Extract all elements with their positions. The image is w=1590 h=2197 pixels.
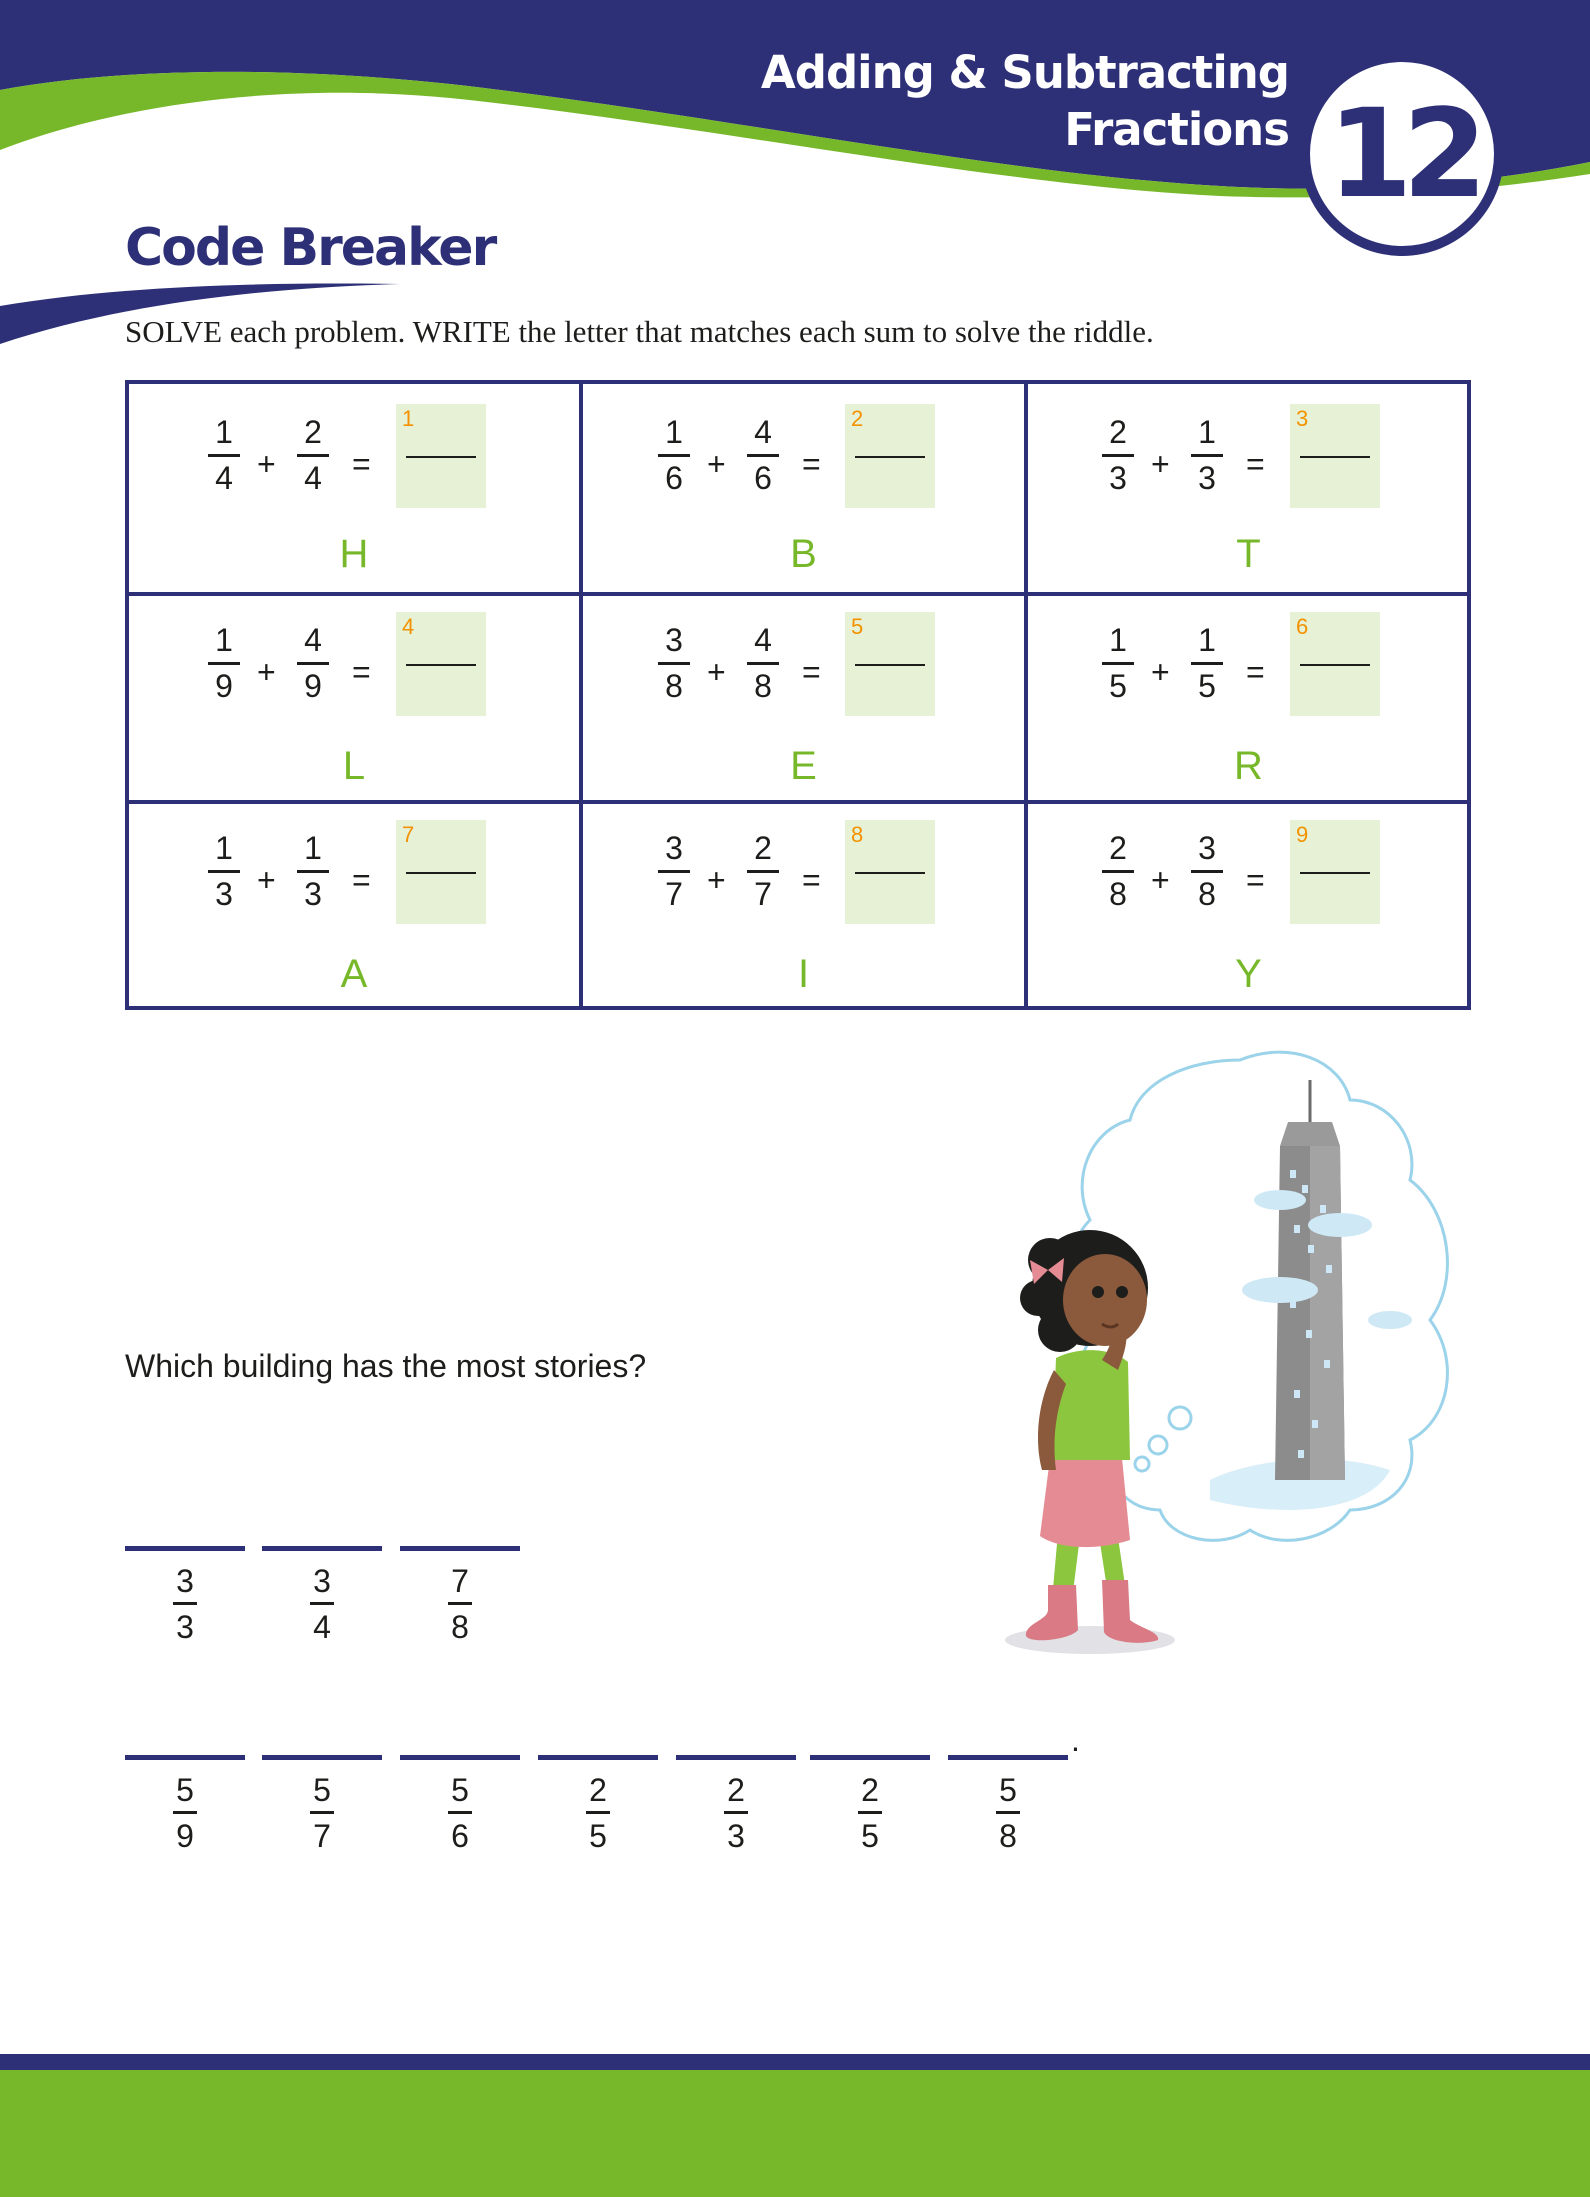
answer-line — [1300, 664, 1370, 666]
slot-denominator: 7 — [313, 1818, 331, 1854]
fraction-b — [1191, 414, 1223, 498]
answer-underline — [400, 1755, 520, 1760]
fraction-b — [747, 622, 779, 706]
fraction-b-numerator: 3 — [1198, 830, 1216, 866]
code-letter: E — [790, 744, 817, 788]
fraction-bar — [858, 1811, 882, 1814]
fraction-b — [297, 622, 329, 706]
fraction-a-numerator: 3 — [665, 622, 683, 658]
code-letter: L — [342, 744, 366, 788]
equals-sign: = — [1246, 654, 1265, 690]
slot-denominator: 8 — [451, 1609, 469, 1645]
equals-sign: = — [802, 446, 821, 482]
answer-box[interactable] — [1290, 612, 1380, 716]
answer-slot-line1-2[interactable] — [262, 1546, 382, 1645]
answer-line — [855, 664, 925, 666]
plus-sign: + — [1151, 654, 1170, 690]
slot-numerator: 5 — [451, 1772, 469, 1808]
problem-cell-9 — [1024, 800, 1469, 1006]
answer-slot-line2-1[interactable] — [125, 1755, 245, 1854]
slot-fraction — [400, 1563, 520, 1645]
answer-index: 3 — [1296, 406, 1309, 431]
fraction-a-denominator: 8 — [665, 668, 683, 704]
fraction-bar — [310, 1602, 334, 1605]
fraction-bar — [658, 662, 690, 665]
answer-index: 7 — [402, 822, 415, 847]
fraction-a-denominator: 9 — [215, 668, 233, 704]
slot-numerator: 5 — [313, 1772, 331, 1808]
slot-denominator: 3 — [176, 1609, 194, 1645]
answer-underline — [262, 1546, 382, 1551]
fraction-b-denominator: 8 — [1198, 876, 1216, 912]
fraction-bar — [1191, 662, 1223, 665]
answer-box[interactable] — [1290, 820, 1380, 924]
fraction-a-numerator: 2 — [1109, 414, 1127, 450]
problem-cell-2 — [579, 384, 1024, 592]
fraction-bar — [173, 1811, 197, 1814]
fraction-a-numerator: 2 — [1109, 830, 1127, 866]
fraction-b-numerator: 4 — [754, 414, 772, 450]
fraction-b — [1191, 622, 1223, 706]
slot-denominator: 9 — [176, 1818, 194, 1854]
slot-numerator: 2 — [589, 1772, 607, 1808]
answer-slot-line2-5[interactable] — [676, 1755, 796, 1854]
answer-slot-line2-4[interactable] — [538, 1755, 658, 1854]
section-title: Code Breaker — [125, 218, 496, 278]
answer-box[interactable] — [396, 820, 486, 924]
slot-denominator: 5 — [589, 1818, 607, 1854]
answer-underline — [262, 1755, 382, 1760]
fraction-a-numerator: 1 — [665, 414, 683, 450]
slot-fraction — [125, 1563, 245, 1645]
slot-numerator: 3 — [313, 1563, 331, 1599]
answer-slot-line1-1[interactable] — [125, 1546, 245, 1645]
fraction-bar — [1191, 454, 1223, 457]
problem-grid — [125, 380, 1471, 1010]
fraction-b — [747, 830, 779, 914]
equals-sign: = — [802, 862, 821, 898]
answer-line — [406, 872, 476, 874]
fraction-b — [1191, 830, 1223, 914]
answer-slot-line2-7[interactable] — [948, 1755, 1068, 1854]
fraction-bar — [297, 454, 329, 457]
fraction-bar — [724, 1811, 748, 1814]
fraction-b-numerator: 1 — [1198, 622, 1216, 658]
equals-sign: = — [352, 862, 371, 898]
slot-numerator: 5 — [176, 1772, 194, 1808]
answer-box[interactable] — [845, 820, 935, 924]
answer-box[interactable] — [1290, 404, 1380, 508]
answer-underline — [676, 1755, 796, 1760]
fraction-b-denominator: 8 — [754, 668, 772, 704]
code-letter: R — [1234, 744, 1263, 788]
fraction-a — [208, 622, 240, 706]
instructions-text: SOLVE each problem. WRITE the letter that matches each sum to solve the riddle. — [125, 314, 1154, 349]
fraction-b-denominator: 4 — [304, 460, 322, 496]
fraction-bar — [658, 870, 690, 873]
fraction-b-denominator: 3 — [1198, 460, 1216, 496]
fraction-bar — [173, 1602, 197, 1605]
fraction-bar — [1191, 870, 1223, 873]
fraction-a-denominator: 6 — [665, 460, 683, 496]
code-letter: H — [339, 532, 369, 576]
fraction-b-denominator: 5 — [1198, 668, 1216, 704]
problem-cell-1 — [129, 384, 579, 592]
problem-cell-3 — [1024, 384, 1469, 592]
fraction-bar — [208, 662, 240, 665]
answer-line — [1300, 456, 1370, 458]
slot-fraction — [262, 1563, 382, 1645]
slot-fraction — [538, 1772, 658, 1854]
fraction-a-denominator: 5 — [1109, 668, 1127, 704]
fraction-a — [658, 622, 690, 706]
fraction-bar — [1102, 662, 1134, 665]
slot-denominator: 8 — [999, 1818, 1017, 1854]
slot-denominator: 5 — [861, 1818, 879, 1854]
fraction-bar — [1102, 870, 1134, 873]
slot-fraction — [948, 1772, 1068, 1854]
problem-cell-7 — [129, 800, 579, 1006]
fraction-bar — [448, 1602, 472, 1605]
code-letter: Y — [1235, 952, 1262, 996]
fraction-a-numerator: 3 — [665, 830, 683, 866]
fraction-a — [1102, 830, 1134, 914]
fraction-b-numerator: 1 — [1198, 414, 1216, 450]
footer-green-band — [0, 2070, 1590, 2197]
equals-sign: = — [352, 654, 371, 690]
fraction-bar — [658, 454, 690, 457]
header-title-line2: Fractions — [1064, 103, 1289, 156]
fraction-bar — [996, 1811, 1020, 1814]
fraction-a-numerator: 1 — [215, 830, 233, 866]
plus-sign: + — [257, 862, 276, 898]
fraction-b — [297, 830, 329, 914]
fraction-bar — [208, 454, 240, 457]
answer-underline — [125, 1546, 245, 1551]
answer-line — [406, 456, 476, 458]
slot-numerator: 7 — [451, 1563, 469, 1599]
slot-numerator: 2 — [861, 1772, 879, 1808]
plus-sign: + — [707, 654, 726, 690]
answer-box[interactable] — [396, 612, 486, 716]
fraction-a-denominator: 3 — [1109, 460, 1127, 496]
answer-line — [855, 872, 925, 874]
answer-slot-line2-6[interactable] — [810, 1755, 930, 1854]
fraction-b-numerator: 4 — [754, 622, 772, 658]
footer-navy-stripe — [0, 2054, 1590, 2070]
equals-sign: = — [1246, 862, 1265, 898]
fraction-b-denominator: 9 — [304, 668, 322, 704]
fraction-a — [1102, 414, 1134, 498]
code-letter: I — [797, 952, 810, 996]
fraction-a-denominator: 8 — [1109, 876, 1127, 912]
fraction-a — [1102, 622, 1134, 706]
riddle-question: Which building has the most stories? — [125, 1348, 647, 1384]
code-letter: T — [1236, 532, 1261, 576]
answer-line — [855, 456, 925, 458]
answer-line — [1300, 872, 1370, 874]
girl-thinking-of-skyscraper-illustration — [990, 1040, 1490, 1680]
fraction-b-denominator: 3 — [304, 876, 322, 912]
answer-index: 5 — [851, 614, 864, 639]
answer-index: 8 — [851, 822, 864, 847]
code-letter: B — [790, 532, 817, 576]
fraction-bar — [448, 1811, 472, 1814]
fraction-b-numerator: 4 — [304, 622, 322, 658]
fraction-a-denominator: 3 — [215, 876, 233, 912]
answer-underline — [125, 1755, 245, 1760]
fraction-a-numerator: 1 — [1109, 622, 1127, 658]
code-letter: A — [340, 952, 368, 996]
fraction-a — [208, 830, 240, 914]
answer-underline — [948, 1755, 1068, 1760]
fraction-b-denominator: 6 — [754, 460, 772, 496]
equals-sign: = — [802, 654, 821, 690]
slot-fraction — [400, 1772, 520, 1854]
fraction-bar — [747, 454, 779, 457]
answer-slot-line1-3[interactable] — [400, 1546, 520, 1645]
slot-numerator: 2 — [727, 1772, 745, 1808]
problem-cell-6 — [1024, 592, 1469, 800]
plus-sign: + — [707, 446, 726, 482]
header-title — [589, 44, 1289, 158]
fraction-a-denominator: 4 — [215, 460, 233, 496]
answer-slot-line2-3[interactable] — [400, 1755, 520, 1854]
slot-denominator: 4 — [313, 1609, 331, 1645]
answer-index: 4 — [402, 614, 415, 639]
fraction-a-denominator: 7 — [665, 876, 683, 912]
fraction-bar — [297, 662, 329, 665]
plus-sign: + — [257, 446, 276, 482]
answer-box[interactable] — [396, 404, 486, 508]
slot-denominator: 6 — [451, 1818, 469, 1854]
fraction-bar — [747, 870, 779, 873]
answer-box[interactable] — [845, 612, 935, 716]
answer-index: 9 — [1296, 822, 1309, 847]
plus-sign: + — [1151, 446, 1170, 482]
answer-line — [406, 664, 476, 666]
answer-index: 2 — [851, 406, 864, 431]
plus-sign: + — [707, 862, 726, 898]
answer-underline — [810, 1755, 930, 1760]
fraction-b — [747, 414, 779, 498]
equals-sign: = — [1246, 446, 1265, 482]
problem-cell-8 — [579, 800, 1024, 1006]
fraction-b-denominator: 7 — [754, 876, 772, 912]
problem-cell-4 — [129, 592, 579, 800]
fraction-bar — [208, 870, 240, 873]
fraction-bar — [1102, 454, 1134, 457]
answer-underline — [538, 1755, 658, 1760]
riddle-end-punctuation: . — [1071, 1722, 1080, 1758]
answer-underline — [400, 1546, 520, 1551]
plus-sign: + — [1151, 862, 1170, 898]
equals-sign: = — [352, 446, 371, 482]
slot-denominator: 3 — [727, 1818, 745, 1854]
section-number-badge: 12 — [1327, 83, 1478, 225]
slot-numerator: 5 — [999, 1772, 1017, 1808]
fraction-a-numerator: 1 — [215, 622, 233, 658]
fraction-a — [658, 830, 690, 914]
answer-slot-line2-2[interactable] — [262, 1755, 382, 1854]
slot-numerator: 3 — [176, 1563, 194, 1599]
fraction-b — [297, 414, 329, 498]
header-title-line1: Adding & Subtracting — [760, 46, 1289, 99]
problem-cell-5 — [579, 592, 1024, 800]
slot-fraction — [676, 1772, 796, 1854]
answer-box[interactable] — [845, 404, 935, 508]
fraction-bar — [747, 662, 779, 665]
plus-sign: + — [257, 654, 276, 690]
fraction-b-numerator: 2 — [754, 830, 772, 866]
answer-index: 1 — [402, 406, 415, 431]
fraction-b-numerator: 2 — [304, 414, 322, 450]
slot-fraction — [810, 1772, 930, 1854]
fraction-bar — [586, 1811, 610, 1814]
fraction-bar — [310, 1811, 334, 1814]
fraction-a — [658, 414, 690, 498]
fraction-a — [208, 414, 240, 498]
fraction-b-numerator: 1 — [304, 830, 322, 866]
slot-fraction — [125, 1772, 245, 1854]
answer-index: 6 — [1296, 614, 1309, 639]
fraction-bar — [297, 870, 329, 873]
slot-fraction — [262, 1772, 382, 1854]
fraction-a-numerator: 1 — [215, 414, 233, 450]
